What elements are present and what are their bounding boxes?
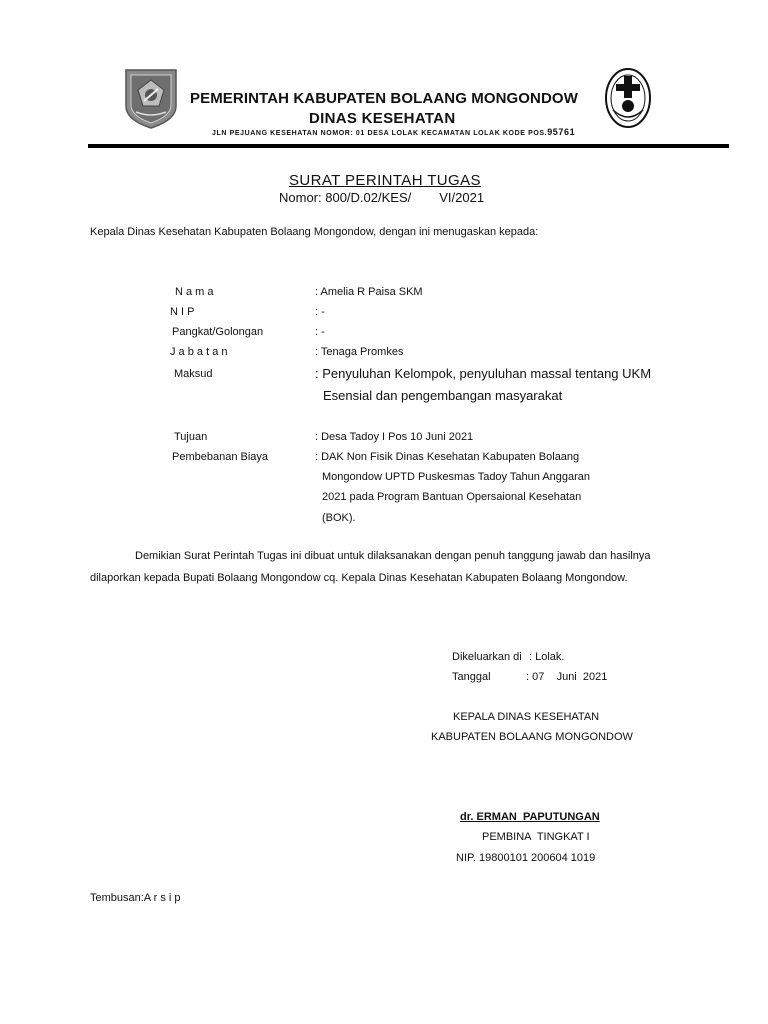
intro-text: Kepala Dinas Kesehatan Kabupaten Bolaang Mongondow, dengan ini menugaskan kepada: [90, 226, 539, 238]
header-rule [88, 144, 729, 148]
pangkat-label: Pangkat/Golongan [172, 326, 264, 338]
maksud-value-line2: Esensial dan pengembangan masyarakat [323, 388, 563, 403]
tujuan-value: : Desa Tadoy I Pos 10 Juni 2021 [315, 431, 474, 443]
signatory-position-2: KABUPATEN BOLAANG MONGONDOW [431, 731, 633, 743]
nip-label: N I P [170, 306, 195, 318]
health-ministry-emblem-icon [603, 66, 653, 130]
postal-code: 95761 [547, 127, 576, 137]
tembusan: Tembusan:A r s i p [90, 892, 181, 904]
signatory-position-1: KEPALA DINAS KESEHATAN [453, 711, 600, 723]
nama-value: : Amelia R Paisa SKM [315, 286, 423, 298]
biaya-label: Pembebanan Biaya [172, 451, 269, 463]
maksud-label: Maksud [174, 368, 213, 380]
issued-place-value: : Lolak. [529, 651, 565, 663]
department-name: DINAS KESEHATAN [309, 110, 456, 127]
tujuan-label: Tujuan [174, 431, 208, 443]
letter-number-month: VI [439, 190, 452, 205]
jabatan-label: J a b a t a n [170, 346, 228, 358]
signatory-nip: NIP. 19800101 200604 1019 [456, 852, 596, 864]
letter-title: SURAT PERINTAH TUGAS [289, 172, 481, 189]
maksud-value-line1: : Penyuluhan Kelompok, penyuluhan massal tentang UKM [315, 366, 652, 381]
issued-date-value: : 07 Juni 2021 [526, 671, 608, 683]
signatory-name: dr. ERMAN PAPUTUNGAN [460, 811, 600, 823]
address-line: JLN PEJUANG KESEHATAN NOMOR: 01 DESA LOLAK KECAMATAN LOLAK KODE POS.95761 [212, 127, 576, 137]
biaya-value-line1: : DAK Non Fisik Dinas Kesehatan Kabupaten Bolaang [315, 451, 580, 463]
nip-value: : - [315, 306, 325, 318]
closing-line1: Demikian Surat Perintah Tugas ini dibuat untuk dilaksanakan dengan penuh tanggung jawab dan hasilnya [135, 550, 651, 562]
biaya-value-line4: (BOK). [322, 512, 356, 524]
regency-crest-icon [122, 68, 180, 130]
closing-line2: dilaporkan kepada Bupati Bolaang Mongondow cq. Kepala Dinas Kesehatan Kabupaten Bolaang Mongondow. [90, 572, 628, 584]
signatory-rank: PEMBINA TINGKAT I [482, 831, 590, 843]
agency-name: PEMERINTAH KABUPATEN BOLAANG MONGONDOW [190, 90, 578, 107]
jabatan-value: : Tenaga Promkes [315, 346, 404, 358]
biaya-value-line3: 2021 pada Program Bantuan Opersaional Kesehatan [322, 491, 582, 503]
pangkat-value: : - [315, 326, 325, 338]
issued-place-label: Dikeluarkan di [452, 651, 522, 663]
letter-number: Nomor: 800/D.02/KES/ VI/2021 [279, 190, 485, 205]
biaya-value-line2: Mongondow UPTD Puskesmas Tadoy Tahun Anggaran [322, 471, 591, 483]
issued-date-label: Tanggal [452, 671, 491, 683]
nama-label: N a m a [175, 286, 214, 298]
